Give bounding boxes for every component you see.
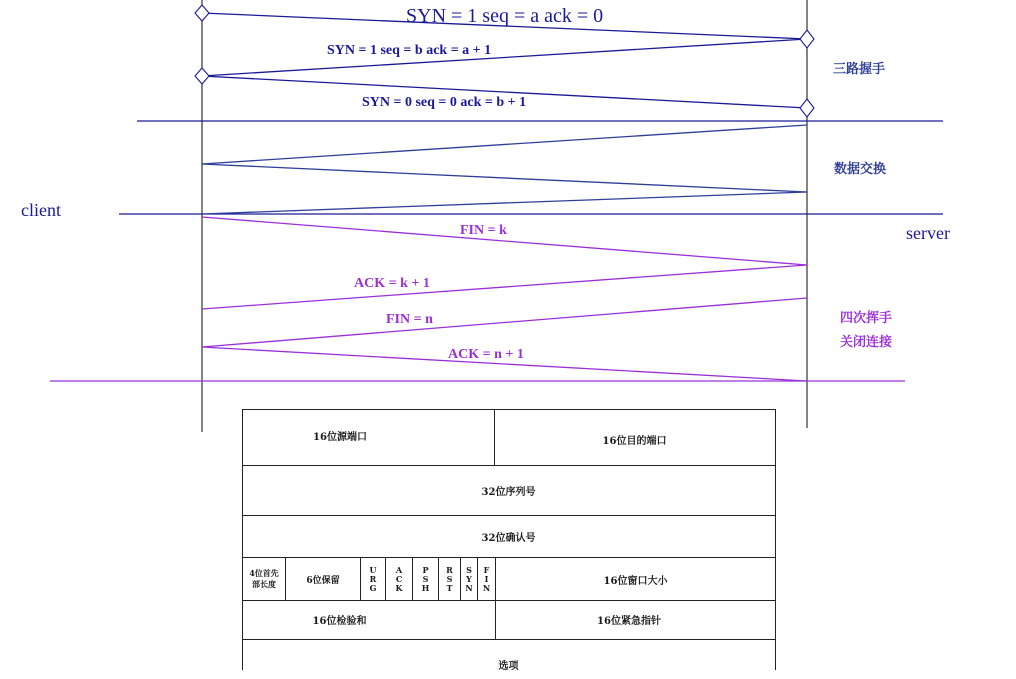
urgent-pointer-field: 16位紧急指针 [597, 616, 661, 627]
ack-number-field: 32位确认号 [481, 532, 536, 544]
flag-ack: A C K [395, 564, 403, 593]
options-field: 选项 [498, 660, 519, 672]
syn3-label: SYN = 0 seq = 0 ack = b + 1 [362, 95, 527, 110]
flag-rst: R S T [446, 564, 453, 593]
syn1-label: SYN = 1 seq = a ack = 0 [406, 5, 604, 27]
source-port-field: 16位源端口 [313, 431, 367, 443]
teardown-label-line2: 关闭连接 [840, 335, 893, 350]
header-length-line2: 部长度 [252, 579, 276, 589]
sequence-number-field: 32位序列号 [481, 486, 536, 498]
flag-fin: F I N [482, 564, 491, 593]
flag-syn: S Y N [465, 564, 473, 593]
handshake-arrows [202, 13, 807, 108]
fin1-label: FIN = k [460, 223, 507, 238]
syn2-label: SYN = 1 seq = b ack = a + 1 [327, 43, 492, 58]
flag-urg: U R G [369, 564, 377, 593]
diamond-marker [800, 99, 814, 117]
diamond-marker [800, 30, 814, 48]
handshake-section-label: 三路握手 [833, 62, 886, 77]
flag-psh: P S H [421, 564, 430, 593]
header-length-field [243, 558, 285, 600]
dest-port-field: 16位目的端口 [602, 435, 667, 447]
server-label: server [906, 223, 950, 243]
fin2-label: FIN = n [386, 312, 433, 327]
diamond-marker [195, 68, 209, 84]
ack2-label: ACK = n + 1 [448, 347, 524, 362]
teardown-label-line1: 四次挥手 [840, 311, 893, 326]
tcp-header-table [242, 409, 775, 670]
header-length-line1: 4位首先 [249, 568, 279, 578]
diamond-marker [195, 5, 209, 21]
window-size-field: 16位窗口大小 [603, 575, 668, 587]
ack1-label: ACK = k + 1 [354, 276, 430, 291]
data-arrows [202, 125, 807, 214]
reserved-field: 6位保留 [306, 575, 340, 586]
data-exchange-label: 数据交换 [834, 162, 887, 177]
client-label: client [21, 200, 61, 220]
checksum-field: 16位检验和 [312, 616, 367, 627]
